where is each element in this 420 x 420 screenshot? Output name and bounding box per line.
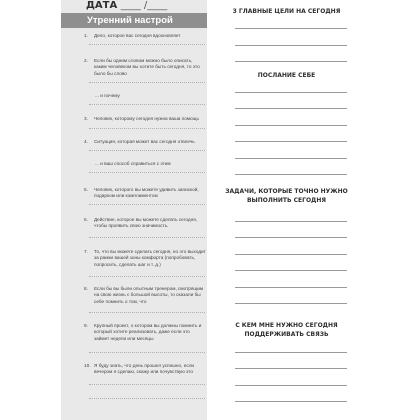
question-number: 7. bbox=[84, 249, 88, 254]
question-number: 6. bbox=[84, 217, 88, 222]
contact-line[interactable] bbox=[235, 401, 347, 402]
question-text: Если бы вы были опытным тренером, смотрящим на свою жизнь с большой высоты, то сказали бы себе помнить о том, что bbox=[94, 286, 204, 304]
answer-line[interactable] bbox=[89, 237, 205, 238]
date-label: ДАТА bbox=[86, 0, 118, 11]
tasks-title: ЗАДАЧИ, КОТОРЫЕ ТОЧНО НУЖНО ВЫПОЛНИТЬ СЕГОДНЯ bbox=[225, 188, 348, 204]
message-line[interactable] bbox=[235, 108, 347, 109]
contact-line[interactable] bbox=[235, 352, 347, 353]
task-line[interactable] bbox=[235, 287, 347, 288]
question-number: 1. bbox=[84, 33, 88, 38]
contact-title: С КЕМ МНЕ НУЖНО СЕГОДНЯ ПОДДЕРЖИВАТЬ СВЯЗЬ bbox=[235, 322, 338, 338]
task-line[interactable] bbox=[235, 237, 347, 238]
message-title: ПОСЛАНИЕ СЕБЕ bbox=[257, 72, 316, 79]
answer-line[interactable] bbox=[89, 44, 205, 45]
question-text: Крупный проект, о котором вы должны помнить и который хотите реализовать, даже если это займет недели или месяцы bbox=[94, 323, 202, 341]
section-header bbox=[61, 13, 207, 28]
question-text: Действие, которое вы можете сделать сегодня, чтобы проявить свою значимость. bbox=[94, 217, 198, 229]
goal-line[interactable] bbox=[235, 61, 347, 62]
question-number: 10. bbox=[84, 363, 91, 368]
question-number: 8. bbox=[84, 286, 88, 291]
contact-line[interactable] bbox=[235, 368, 347, 369]
question-text: Я буду знать, что день прошел успешно, если вечером я сделаю, скажу или почувствую это bbox=[94, 363, 195, 375]
question-text: Ситуация, которая может вас сегодня отвлечь bbox=[94, 139, 195, 144]
question-number: 5. bbox=[84, 187, 88, 192]
message-line[interactable] bbox=[235, 92, 347, 93]
answer-line[interactable] bbox=[89, 352, 205, 353]
question-text: Если бы одним словом можно было описать, каким человеком вы хотите быть сегодня, то это было бы слово bbox=[94, 58, 200, 76]
date-blank: ____ /____ bbox=[120, 0, 168, 11]
sub-prompt: ... и почему bbox=[95, 93, 120, 98]
answer-line[interactable] bbox=[89, 172, 205, 173]
goal-line[interactable] bbox=[235, 45, 347, 46]
task-line[interactable] bbox=[235, 303, 347, 304]
message-line[interactable] bbox=[235, 125, 347, 126]
answer-line[interactable] bbox=[89, 82, 205, 83]
answer-line[interactable] bbox=[89, 312, 205, 313]
question-text: Человек, которого вы можете удивить запиской, подарком или комплиментом bbox=[94, 187, 199, 199]
answer-line[interactable] bbox=[89, 398, 205, 399]
question-text: Дело, которое вас сегодня вдохновляет bbox=[94, 33, 181, 38]
answer-line[interactable] bbox=[89, 104, 205, 105]
question-number: 3. bbox=[84, 116, 88, 121]
question-number: 2. bbox=[84, 58, 88, 63]
message-line[interactable] bbox=[235, 174, 347, 175]
task-line[interactable] bbox=[235, 270, 347, 271]
goals-title: 3 ГЛАВНЫЕ ЦЕЛИ НА СЕГОДНЯ bbox=[232, 8, 341, 15]
message-line[interactable] bbox=[235, 141, 347, 142]
task-line[interactable] bbox=[235, 221, 347, 222]
answer-line[interactable] bbox=[89, 384, 205, 385]
answer-line[interactable] bbox=[89, 128, 205, 129]
question-number: 4. bbox=[84, 139, 88, 144]
message-line[interactable] bbox=[235, 158, 347, 159]
goal-line[interactable] bbox=[235, 28, 347, 29]
date-field bbox=[86, 0, 167, 11]
answer-line[interactable] bbox=[89, 204, 205, 205]
question-text: Человек, которому сегодня нужна ваша помощь bbox=[94, 116, 199, 121]
sub-prompt: ... и ваш способ справиться с этим bbox=[95, 161, 171, 166]
answer-line[interactable] bbox=[89, 276, 205, 277]
section-title: Утренний настрой bbox=[87, 15, 173, 26]
question-text: То, что вы можете сделать сегодня, но это выходит за рамки вашей зоны комфорта (попробовать, попросить, сделать шаг и т. д.) bbox=[94, 249, 206, 267]
task-line[interactable] bbox=[235, 254, 347, 255]
contact-line[interactable] bbox=[235, 385, 347, 386]
question-number: 9. bbox=[84, 323, 88, 328]
answer-line[interactable] bbox=[89, 150, 205, 151]
